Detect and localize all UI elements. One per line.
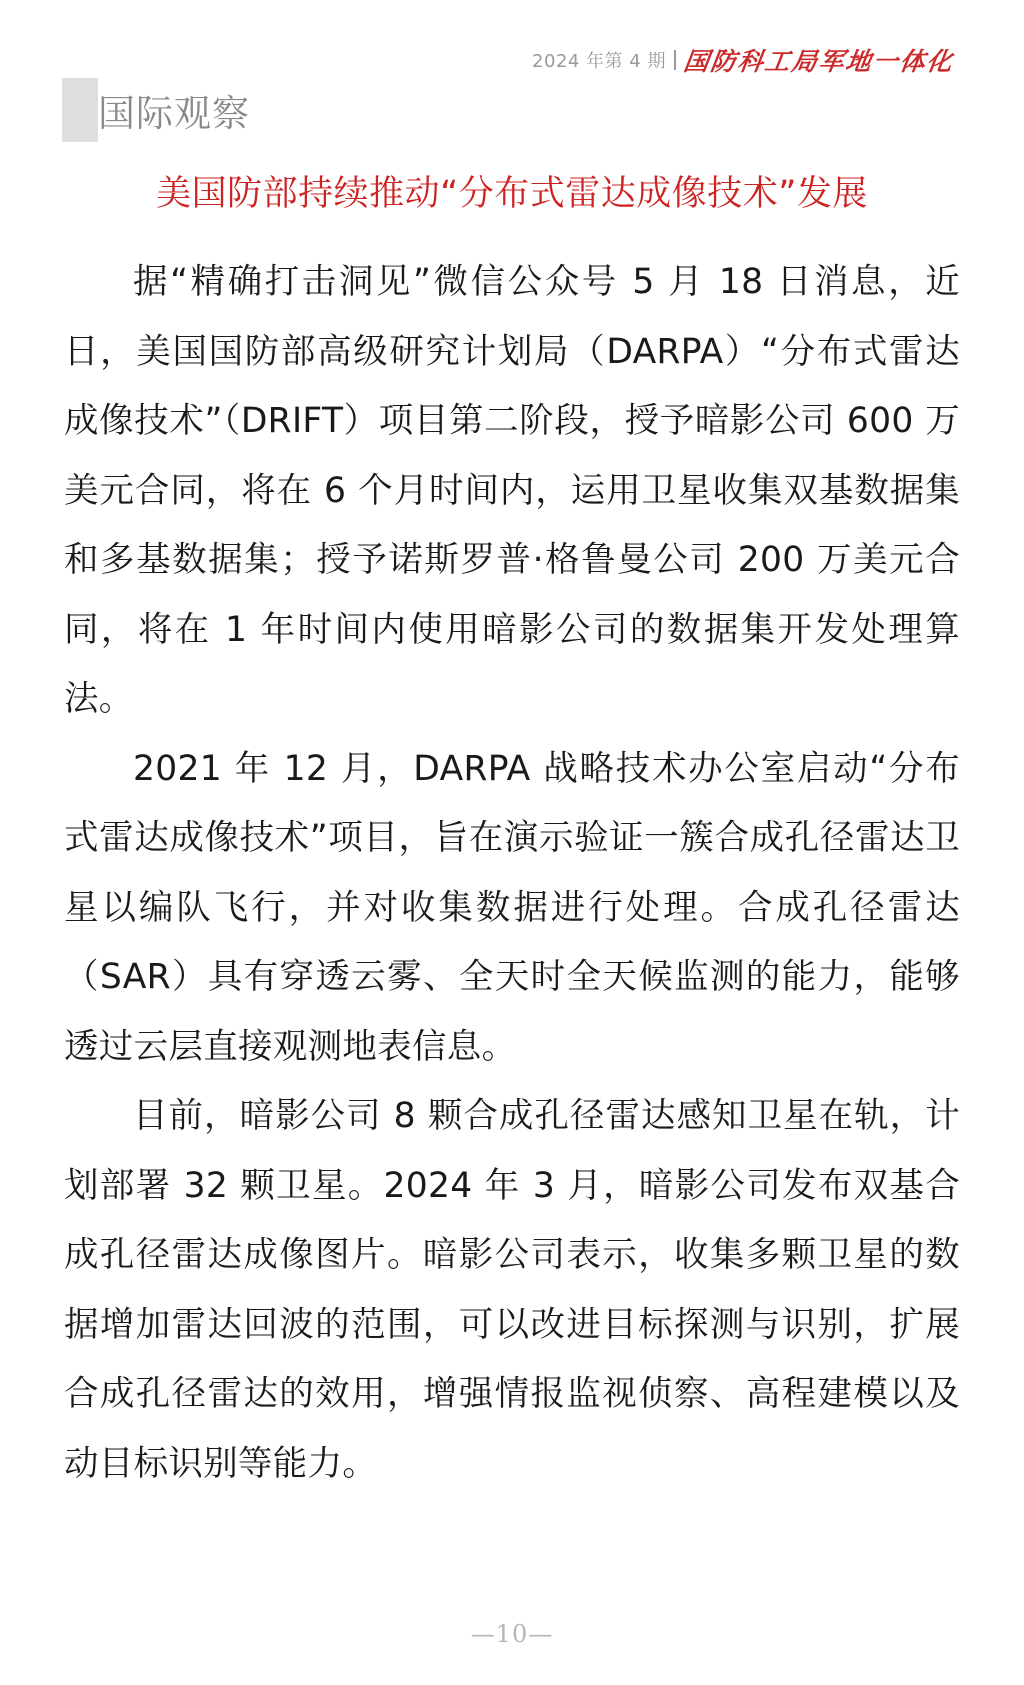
article-body [64, 248, 960, 1499]
paragraph-3: 目前，暗影公司 8 颗合成孔径雷达感知卫星在轨，计划部署 32 颗卫星。2024 年 3 月，暗影公司发布双基合成孔径雷达成像图片。暗影公司表示，收集多颗卫星的数据增加雷达回波的范围，可以改进目标探测与识别，扩展合成孔径雷达的效用，增强情报监视侦察、高程建模以及动目标识别等能力。 [64, 1096, 960, 1484]
header-divider [674, 50, 676, 70]
section-bar [62, 78, 98, 142]
section-label [62, 78, 250, 142]
section-title: 国际观察 [98, 92, 250, 135]
paragraph-1: 据“精确打击洞见”微信公众号 5 月 18 日消息，近日，美国国防部高级研究计划局（DARPA）“分布式雷达成像技术”（DRIFT）项目第二阶段，授予暗影公司 600 万美元合同，将在 6 个月时间内，运用卫星收集双基数据集和多基数据集；授予诺斯罗普·格鲁曼公司 200 万美元合同，将在 1 年时间内使用暗影公司的数据集开发处理算法。 [64, 262, 960, 719]
issue-label: 2024 年第 4 期 [532, 51, 666, 72]
journal-name-logo: 国防科工局军地一体化 [681, 47, 956, 76]
article-title: 美国防部持续推动“分布式雷达成像技术”发展 [156, 174, 868, 214]
page-number: —10— [470, 1620, 554, 1648]
paragraph-2: 2021 年 12 月，DARPA 战略技术办公室启动“分布式雷达成像技术”项目，旨在演示验证一簇合成孔径雷达卫星以编队飞行，并对收集数据进行处理。合成孔径雷达（SAR）具有穿透云雾、全天时全天候监测的能力，能够透过云层直接观测地表信息。 [64, 748, 960, 1067]
page-header [532, 40, 954, 80]
